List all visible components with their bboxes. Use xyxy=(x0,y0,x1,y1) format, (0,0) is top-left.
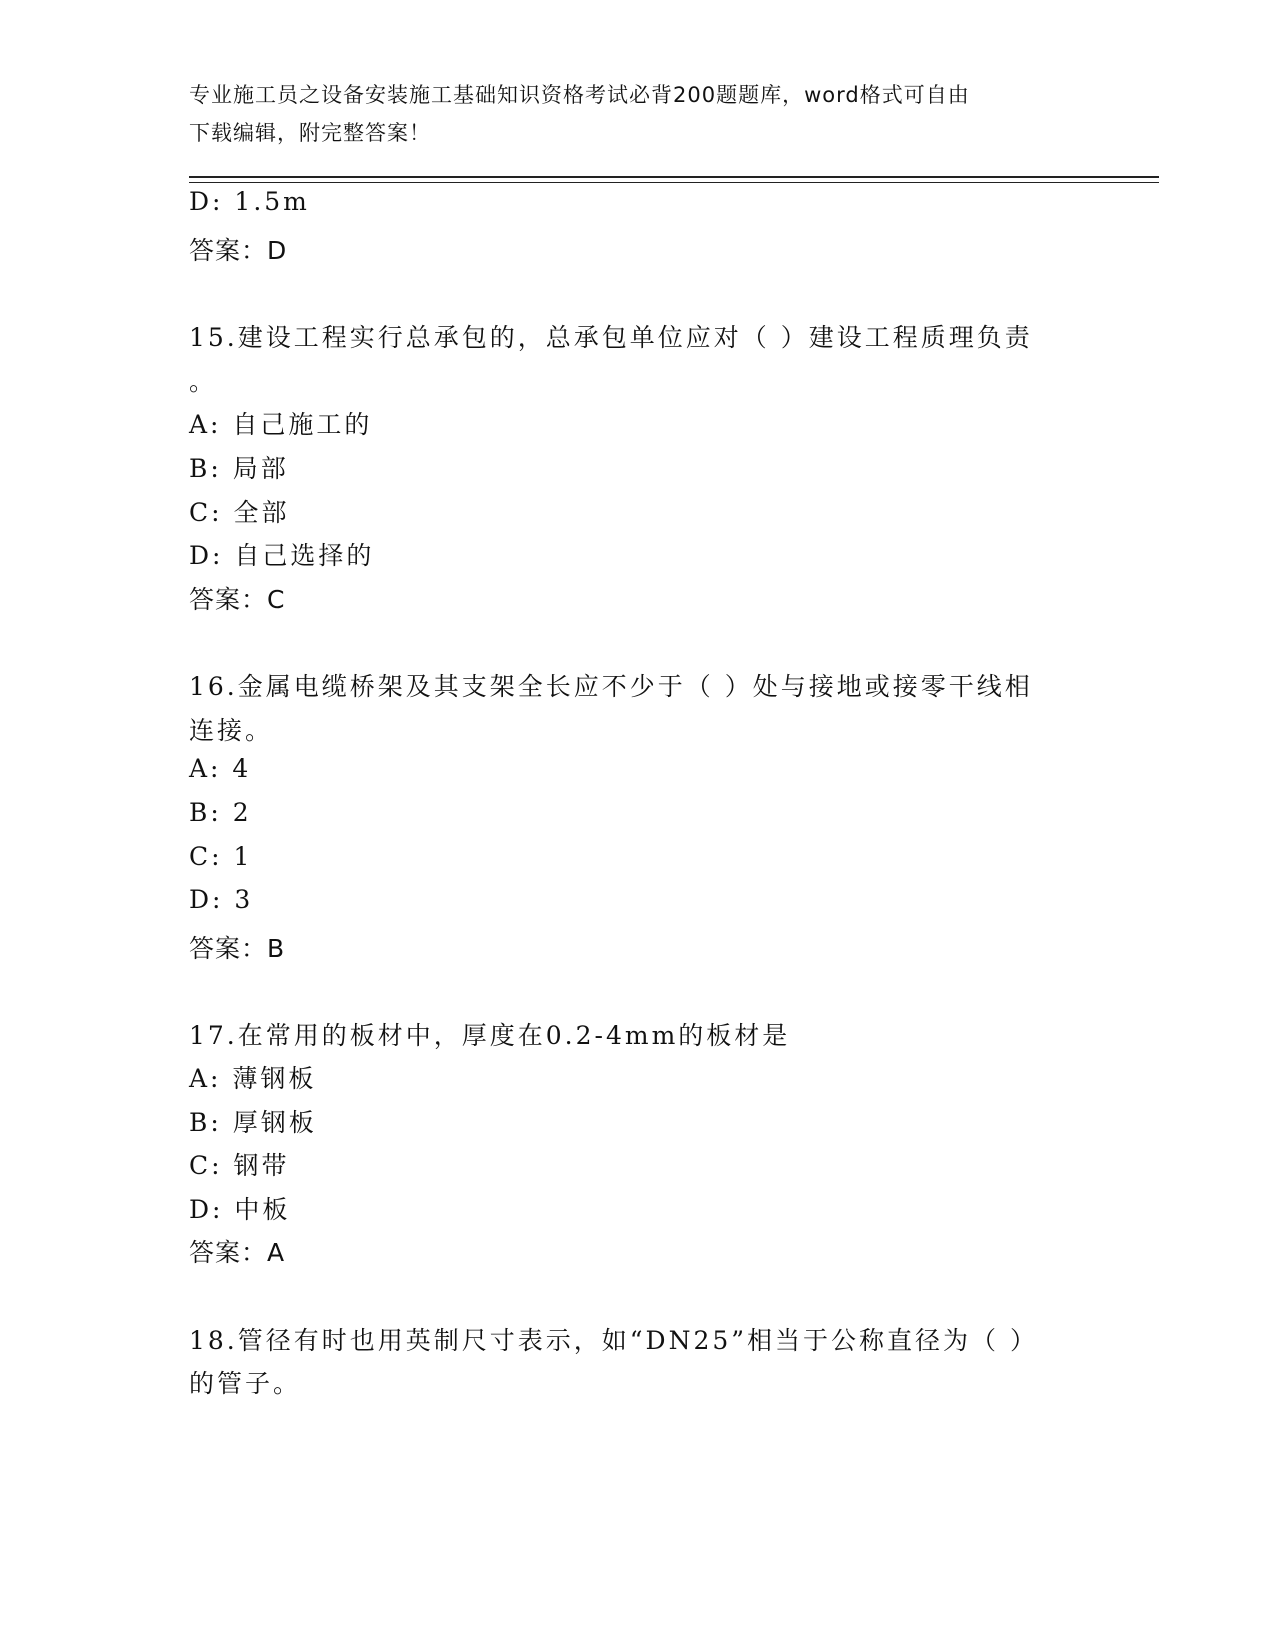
q16-option-d: D: 3 xyxy=(189,885,254,914)
q17-option-a: A: 薄钢板 xyxy=(189,1064,317,1093)
q15-option-b: B: 局部 xyxy=(189,454,289,483)
q17-answer: 答案：A xyxy=(189,1238,286,1267)
q16-option-c: C: 1 xyxy=(189,842,253,871)
header-line-2: 下载编辑，附完整答案！ xyxy=(189,121,431,145)
q15-answer: 答案：C xyxy=(189,585,286,614)
q14-answer: 答案：D xyxy=(189,236,288,265)
q16-option-b: B: 2 xyxy=(189,798,252,827)
q14-option-d: D: 1.5m xyxy=(189,187,310,216)
q17-option-d: D: 中板 xyxy=(189,1195,291,1224)
header-divider-thin xyxy=(189,182,1159,183)
q15-option-d: D: 自己选择的 xyxy=(189,541,375,570)
q15-stem-line-2: 。 xyxy=(189,367,218,396)
header-divider-thick xyxy=(189,176,1159,178)
q17-option-c: C: 钢带 xyxy=(189,1151,290,1180)
q17-option-b: B: 厚钢板 xyxy=(189,1108,317,1137)
q15-stem-line-1: 15.建设工程实行总承包的，总承包单位应对（ ）建设工程质理负责 xyxy=(189,323,1033,352)
q18-stem-line-1: 18.管径有时也用英制尺寸表示，如“DN25”相当于公称直径为（ ） xyxy=(189,1326,1038,1355)
q16-stem-line-2: 连接。 xyxy=(189,716,274,745)
q16-answer: 答案：B xyxy=(189,934,286,963)
q15-option-c: C: 全部 xyxy=(189,498,290,527)
header-line-1: 专业施工员之设备安装施工基础知识资格考试必背200题题库，word格式可自由 xyxy=(189,83,970,107)
q18-stem-line-2: 的管子。 xyxy=(189,1369,302,1398)
document-header xyxy=(189,76,1069,152)
q16-stem-line-1: 16.金属电缆桥架及其支架全长应不少于（ ）处与接地或接零干线相 xyxy=(189,672,1033,701)
q17-stem-line-1: 17.在常用的板材中，厚度在0.2-4mm的板材是 xyxy=(189,1021,791,1050)
q15-option-a: A: 自己施工的 xyxy=(189,410,373,439)
q16-option-a: A: 4 xyxy=(189,754,252,783)
